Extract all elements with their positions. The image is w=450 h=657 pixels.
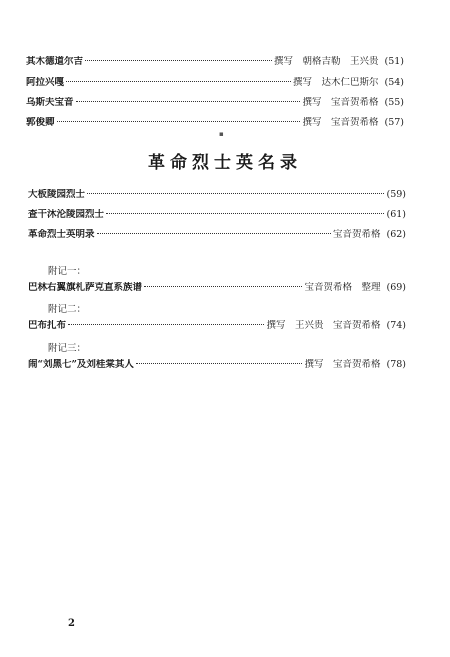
entry-page: (57) [384,117,404,128]
entry-title: 闹“刘黑七”及刘桂棠其人 [28,359,134,370]
toc-entry [28,209,406,221]
entry-credit: 撰写 宝音贺希格 [302,117,379,128]
entry-title: 阿拉兴嘎 [26,77,65,88]
entry-title: 其木德道尔吉 [26,56,84,67]
entry-page: (59) [386,189,406,200]
leader-dots [85,60,272,61]
entry-title: 大板陵园烈士 [28,189,86,200]
entry-title: 郭俊卿 [26,117,55,128]
entry-title: 革命烈士英明录 [28,229,95,240]
toc-entry [28,359,406,371]
toc-entry [26,56,404,68]
entry-credit: 撰写 宝音贺希格 [302,97,379,108]
entry-page: (61) [386,209,406,220]
toc-entry [28,229,406,241]
entry-page: (69) [386,282,406,293]
entry-credit: 宝音贺希格 [332,229,381,240]
entry-credit: 撰写 王兴贵 宝音贺希格 [266,320,381,331]
entry-page: (62) [386,229,406,240]
entry-page: (51) [384,56,404,67]
leader-dots [68,324,264,325]
entry-page: (78) [386,359,406,370]
appendix-label: 附记二： [48,304,87,315]
entry-title: 巴布扎布 [28,320,67,331]
section-heading: 革命烈士英名录 [148,153,302,173]
toc-entry [26,117,404,129]
toc-entry [28,189,406,201]
toc-entry [26,97,404,109]
leader-dots [106,213,384,214]
entry-title: 巴林右翼旗札萨克直系族谱 [28,282,143,293]
appendix-label: 附记三： [48,343,87,354]
toc-entry [28,320,406,332]
leader-dots [136,363,303,364]
entry-title: 乌斯夫宝音 [26,97,74,108]
leader-dots [57,121,301,122]
entry-credit: 宝音贺希格 整理 [304,282,381,293]
entry-credit: 撰写 宝音贺希格 [304,359,381,370]
entry-page: (74) [386,320,406,331]
leader-dots [144,286,302,287]
entry-page: (54) [384,77,404,88]
entry-title: 查干沐沦陵园烈士 [28,209,105,220]
entry-page: (55) [384,97,404,108]
toc-entry [26,77,404,89]
leader-dots [97,233,331,234]
page-number: 2 [68,618,75,629]
appendix-label: 附记一： [48,266,87,277]
leader-dots [66,81,291,82]
entry-credit: 撰写 达木仁巴斯尔 [292,77,379,88]
toc-entry [28,282,406,294]
entry-credit: 撰写 朝格吉勒 王兴贵 [273,56,379,67]
leader-dots [76,101,301,102]
stray-mark: ▪ [219,130,224,138]
leader-dots [87,193,384,194]
